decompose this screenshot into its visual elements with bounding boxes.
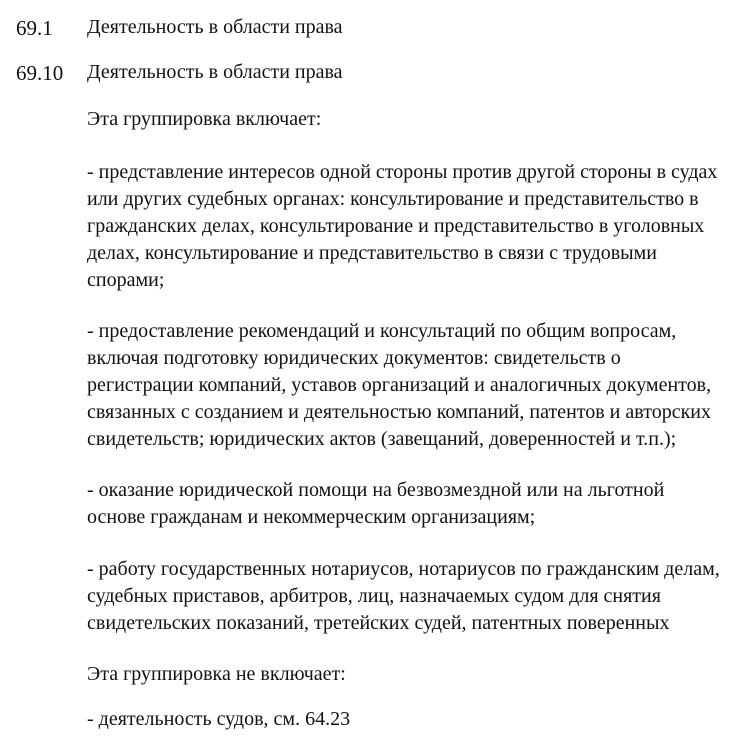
text-line: или других судебных органах: консультирование и представительство в	[87, 188, 699, 210]
includes-heading	[87, 106, 737, 133]
includes-item-3	[87, 477, 737, 531]
text-line: - оказание юридической помощи на безвозмездной или на льготной	[87, 479, 665, 501]
class-code: 69.10	[16, 61, 64, 85]
class-title: Деятельность в области права	[87, 16, 343, 38]
text-line: - деятельность судов, см. 64.23	[87, 708, 351, 730]
text-line: гражданских делах, консультирование и представительство в уголовных	[87, 215, 705, 237]
text-line: основе гражданам и некоммерческим организациям;	[87, 506, 536, 528]
text-line: связанных с созданием и деятельностью компаний, патентов и авторских	[87, 401, 711, 423]
text-line: включая подготовку юридических документов: свидетельств о	[87, 347, 621, 369]
text-line: свидетельских показаний, третейских судей, патентных поверенных	[87, 612, 670, 634]
text-line: - работу государственных нотариусов, нотариусов по гражданским делам,	[87, 558, 720, 580]
text-line: спорами;	[87, 269, 165, 291]
text-line: судебных приставов, арбитров, лиц, назначаемых судом для снятия	[87, 585, 661, 607]
excludes-item-1	[87, 706, 737, 733]
class-entry-69-10	[0, 59, 750, 86]
class-code: 69.1	[16, 16, 53, 40]
text-line: - предоставление рекомендаций и консультаций по общим вопросам,	[87, 320, 677, 342]
class-entry-69-1	[0, 14, 750, 41]
includes-item-4	[87, 556, 737, 637]
text-line: - представление интересов одной стороны против другой стороны в судах	[87, 161, 718, 183]
heading-text: Эта группировка включает:	[87, 108, 322, 130]
includes-item-1	[87, 159, 737, 294]
text-line: регистрации компаний, уставов организаций и аналогичных документов,	[87, 374, 712, 396]
heading-text: Эта группировка не включает:	[87, 663, 346, 685]
includes-item-2	[87, 318, 737, 453]
text-line: свидетельств; юридических актов (завещаний, доверенностей и т.п.);	[87, 428, 677, 450]
excludes-heading	[87, 661, 737, 688]
text-line: делах, консультирование и представительство в связи с трудовыми	[87, 242, 657, 264]
class-title: Деятельность в области права	[87, 61, 343, 83]
